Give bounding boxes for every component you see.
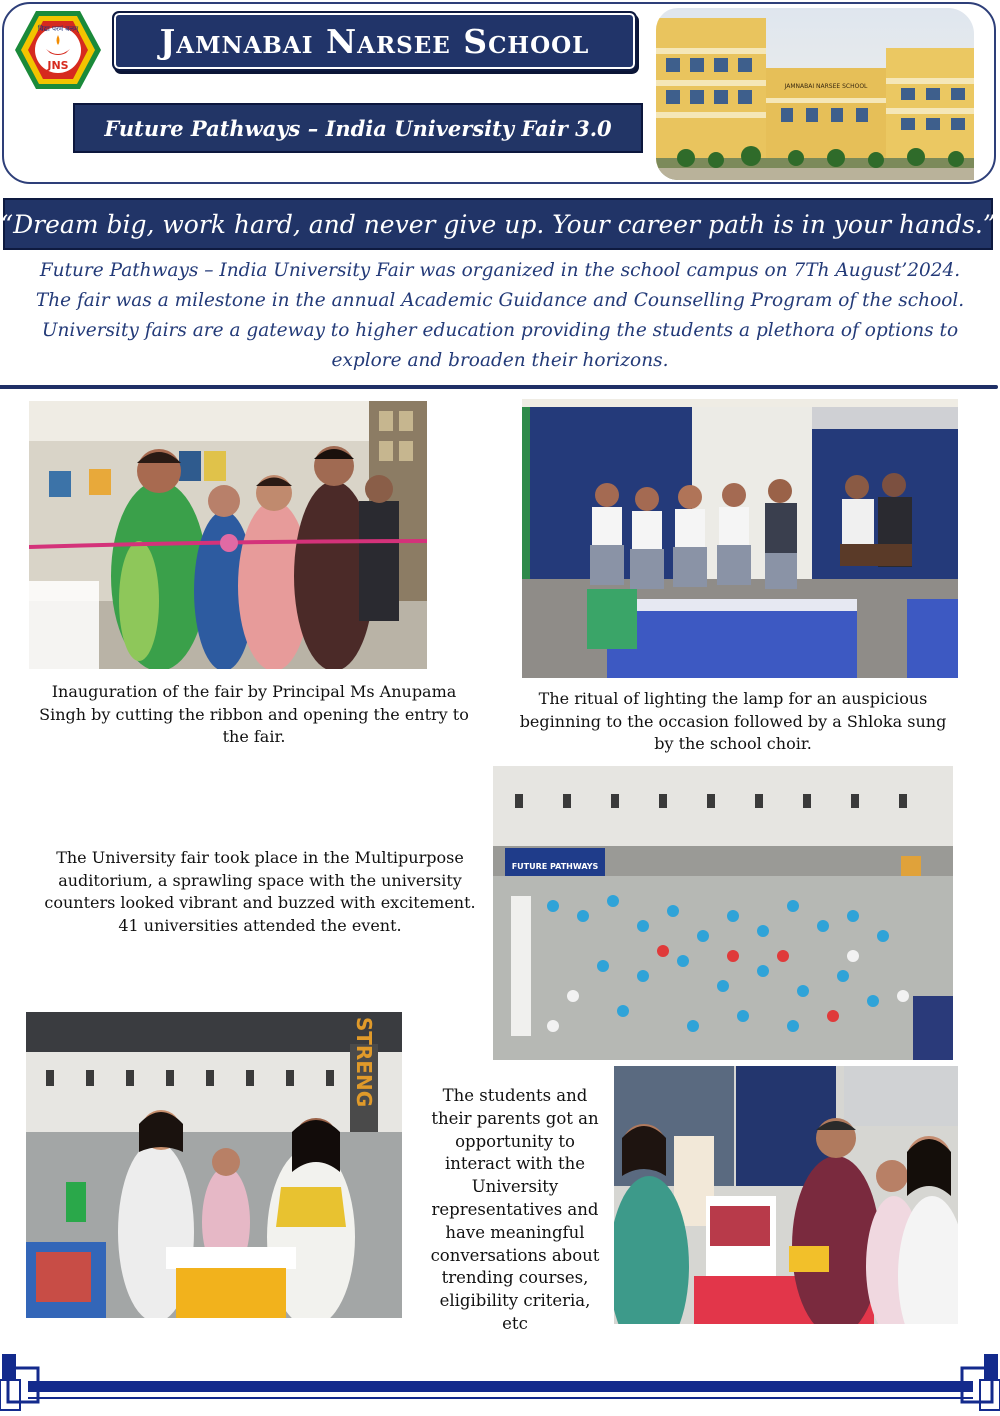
- school-name: Jamnabai Narsee School: [159, 21, 590, 61]
- quote-text: “Dream big, work hard, and never give up. Your career path is in your hands.”: [0, 209, 996, 239]
- inauguration-photo: [29, 401, 427, 669]
- corner-ornament-right: [956, 1350, 1000, 1412]
- auditorium-photo: [493, 766, 953, 1060]
- section-divider: [0, 385, 998, 389]
- lamp-ritual-photo: [522, 399, 958, 678]
- auditorium-caption: The University fair took place in the Multipurpose auditorium, a sprawling space with the university counters looked vibrant and buzzed with excitement. 41 universities attended the event.: [44, 848, 476, 935]
- event-title: Future Pathways – India University Fair 3.0: [104, 115, 612, 141]
- logo-initials: JNS: [47, 59, 69, 72]
- inauguration-caption: Inauguration of the fair by Principal Ms Anupama Singh by cutting the ribbon and opening the entry to the fair.: [39, 682, 469, 746]
- school-logo: [14, 9, 102, 91]
- intro-paragraph: Future Pathways – India University Fair was organized in the school campus on 7Th August’2024. The fair was a milestone in the annual Academic Guidance and Counselling Program of the school. University fairs are a gateway to higher education providing the students a plethora of options to explore and broaden their horizons.: [35, 260, 965, 371]
- footer-bar: [28, 1381, 973, 1392]
- school-building-photo: [656, 8, 974, 180]
- lamp-ritual-caption: The ritual of lighting the lamp for an auspicious beginning to the occasion followed by a Shloka sung by the school choir.: [519, 689, 947, 753]
- interaction-caption: The students and their parents got an opportunity to interact with the University representatives and have meaningful conversations about trending courses, eligibility criteria, etc: [430, 1086, 600, 1333]
- event-title-banner: [73, 103, 643, 153]
- quote-banner: [0, 198, 996, 250]
- banner-text: FUTURE PATHWAYS: [511, 862, 599, 871]
- parents-interaction-photo: [614, 1066, 958, 1324]
- logo-motto: विद्या परमं बलम्: [37, 25, 79, 33]
- wall-lettering: STRENG: [352, 1016, 376, 1108]
- university-counter-photo: [26, 1012, 402, 1318]
- footer-line: [28, 1397, 973, 1399]
- school-name-banner: [112, 11, 637, 71]
- building-sign: JAMNABAI NARSEE SCHOOL: [784, 83, 868, 90]
- corner-ornament-left: [0, 1350, 44, 1412]
